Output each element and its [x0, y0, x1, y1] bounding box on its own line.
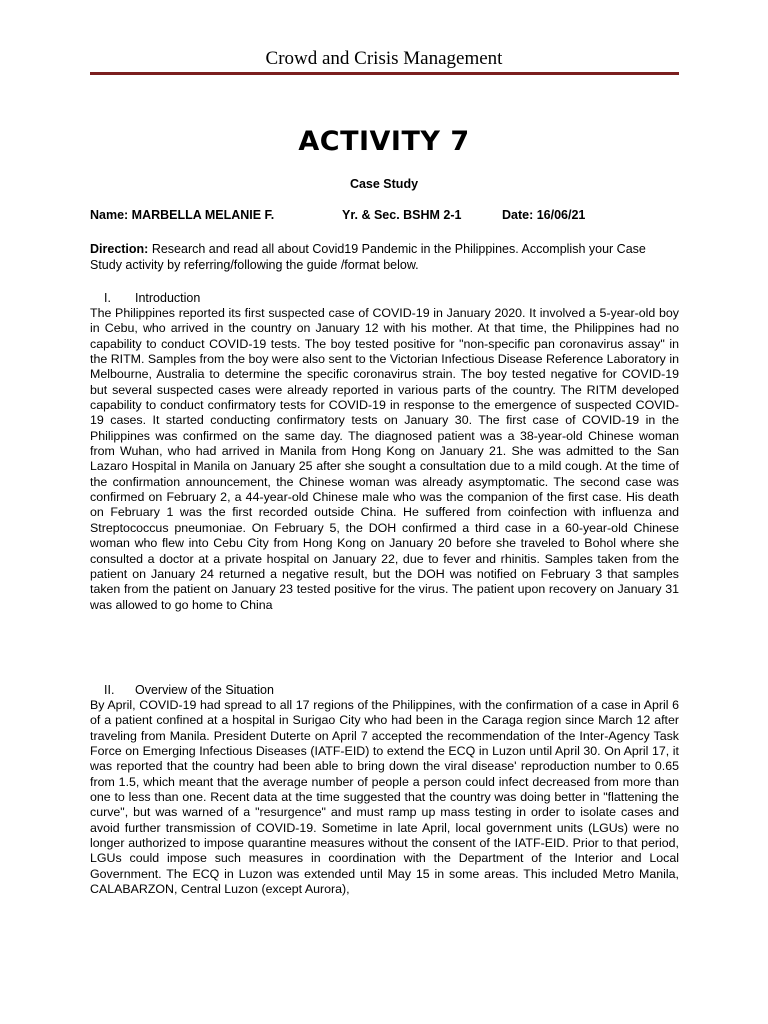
year-section: Yr. & Sec. BSHM 2-1	[342, 208, 462, 222]
direction-text: Research and read all about Covid19 Pandemic in the Philippines. Accomplish your Case Study activity by referring/following the guide /format below.	[90, 242, 646, 272]
direction-label: Direction:	[90, 242, 149, 256]
student-name: Name: MARBELLA MELANIE F.	[90, 208, 275, 222]
document-subtitle: Case Study	[349, 177, 419, 191]
header-divider	[90, 72, 679, 75]
date: Date: 16/06/21	[502, 208, 586, 222]
activity-title: ACTIVITY 7	[298, 126, 470, 157]
section-title: Introduction	[135, 291, 201, 305]
section-body-introduction: The Philippines reported its first suspected case of COVID-19 in January 2020. It involved a 5-year-old boy in Cebu, who arrived in the country on January 12 with his mother. At that time, the Philippines had no capability to conduct COVID-19 tests. The boy tested positive for "non-specific pan coronavirus assay" in the RITM. Samples from the boy were also sent to the Victorian Infectious Disease Reference Laboratory in Melbourne, Australia to determine the specific coronavirus strain. The boy tested negative for COVID-19 but several suspected cases were already reported in various parts of the country. The RITM developed capability to conduct confirmatory tests for COVID-19 in response to the emergence of suspected COVID-19 cases. It started conducting confirmatory tests on January 30. The first case of COVID-19 in the Philippines was confirmed on the same day. The diagnosed patient was a 38-year-old Chinese woman from Wuhan, who had arrived in Manila from Hong Kong on January 21. She was admitted to the San Lazaro Hospital in Manila on January 25 after she sought a consultation due to a mild cough. At the time of the confirmation announcement, the Chinese woman was already asymptomatic. The second case was confirmed on February 2, a 44-year-old Chinese male who was the companion of the first case. His death on February 1 was the first recorded outside China. He suffered from coinfection with influenza and Streptococcus pneumoniae. On February 5, the DOH confirmed a third case in a 60-year-old Chinese woman who flew into Cebu City from Hong Kong on January 20 before she traveled to Bohol where she consulted a doctor at a private hospital on January 22, due to fever and rhinitis. Samples taken from the patient on January 24 returned a negative result, but the DOH was notified on February 3 that samples taken from the patient on January 23 tested positive for the virus. The patient upon recovery on January 31 was allowed to go home to China	[90, 306, 679, 612]
section-number: II.	[104, 683, 115, 697]
section-number: I.	[104, 291, 111, 305]
section-body-overview: By April, COVID-19 had spread to all 17 regions of the Philippines, with the confirmation of a case in April 6 of a patient confined at a hospital in Surigao City who had been in the Caraga region since March 12 after traveling from Manila. President Duterte on April 7 accepted the recommendation of the Inter-Agency Task Force on Emerging Infectious Diseases (IATF-EID) to extend the ECQ in Luzon until April 30. On April 17, it was reported that the country had been able to bring down the viral disease' reproduction number to 0.65 from 1.5, which meant that the average number of people a person could infect decreased from more than one to less than one. Recent data at the time suggested that the country was doing better in "flattening the curve", but was warned of a "resurgence" and must ramp up mass testing in order to isolate cases and avoid further transmission of COVID-19. Sometime in late April, local government units (LGUs) were no longer authorized to impose quarantine measures without the consent of the IATF-EID. Prior to that period, LGUs could impose such measures in coordination with the Department of the Interior and Local Government. The ECQ in Luzon was extended until May 15 in some areas. This included Metro Manila, CALABARZON, Central Luzon (except Aurora),	[90, 698, 679, 897]
direction-paragraph	[90, 241, 680, 273]
section-title: Overview of the Situation	[135, 683, 274, 697]
header-title: Crowd and Crisis Management	[265, 48, 503, 69]
